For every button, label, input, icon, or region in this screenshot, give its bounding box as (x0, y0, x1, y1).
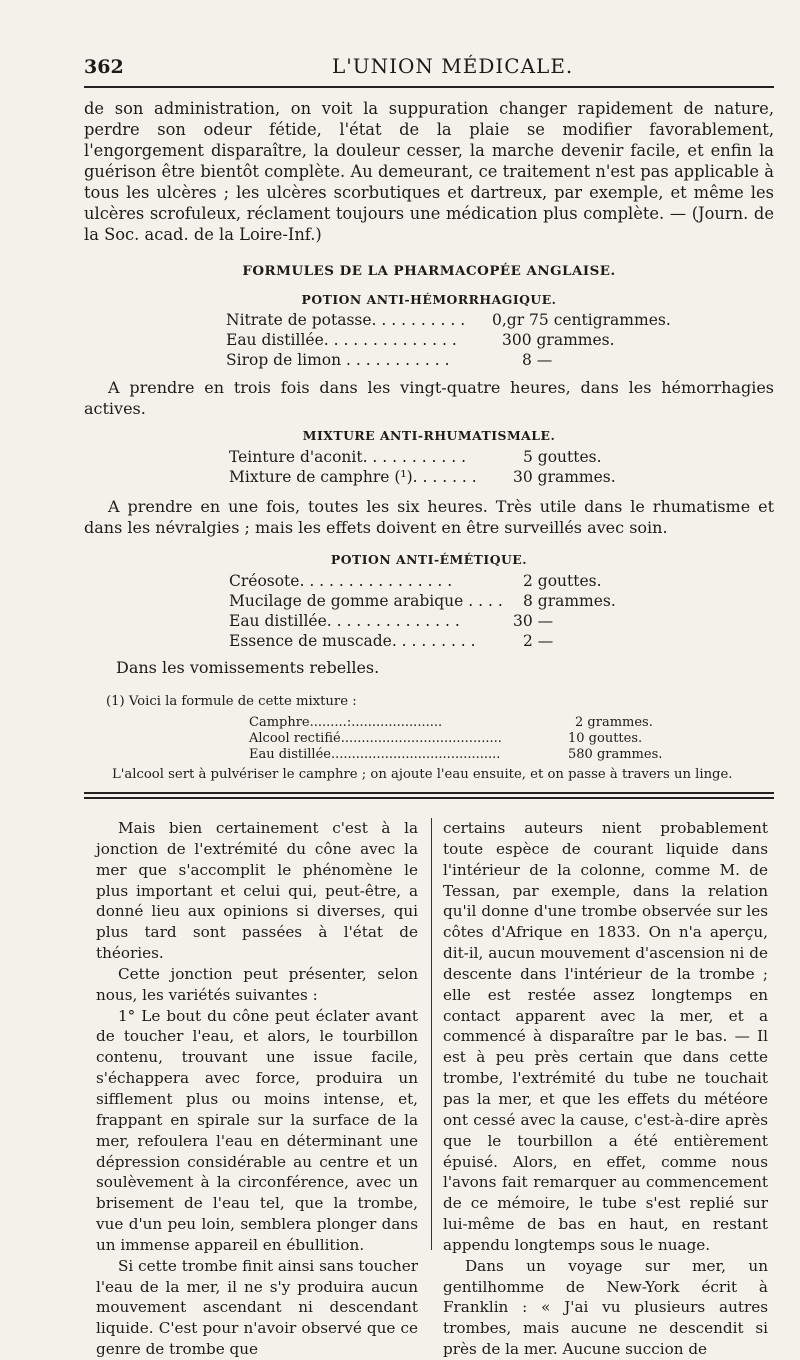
recipe-amount: 8 grammes. (523, 592, 616, 610)
footnote-ingredient: Camphre.........:...................... (249, 715, 443, 730)
mixture-rhumatismale-note: A prendre en une fois, toutes les six heures. Très utile dans le rhumatisme et dans les névralgies ; mais les effets doivent en être surveillés avec soin. (84, 497, 774, 537)
potion-hemorragique-list (226, 311, 774, 371)
paragraph: Mais bien certainement c'est à la jonction de l'extrémité du cône avec la mer que s'accomplit le phénomène le plus important et celui qui, peut-être, a donné lieu aux opinions si diverses, qui plus tard sont passées à l'état de théories. (96, 819, 418, 963)
paragraph: Dans un voyage sur mer, un gentilhomme de New-York écrit à Franklin : « J'ai vu plusieurs autres trombes, mais aucune ne descendit si près de la mer. Aucune succion de (443, 1256, 768, 1359)
recipe-ingredient: Eau distillée. . . . . . . . . . . . . . (226, 331, 457, 349)
recipe-amount: 5 gouttes. (523, 448, 602, 466)
recipe-amount: 300 grammes. (502, 331, 615, 349)
paragraph: 1° Le bout du cône peut éclater avant de toucher l'eau, et alors, le tourbillon contenu, trouvant une issue facile, s'échappera avec force, produira un sifflement plus ou moins intense, et, frappant en spirale sur la surface de la mer, refoulera l'eau en déterminant une dépression considérable au centre et un soulèvement à la circonférence, avec un brisement de l'eau tel, que la trombe, vue d'un peu loin, semblera plonger dans un immense appareil en ébullition. (96, 1006, 418, 1254)
recipe-amount: 2 gouttes. (523, 572, 602, 590)
recipe-amount: 30 grammes. (513, 468, 616, 486)
header-rule (84, 86, 774, 88)
recipe-ingredient: Sirop de limon . . . . . . . . . . . (226, 351, 450, 369)
potion-emetique-title: POTION ANTI-ÉMÉTIQUE. (330, 552, 528, 567)
recipe-amount: 8 — (522, 351, 553, 369)
page-number: 362 (84, 56, 124, 78)
column-divider (431, 818, 432, 1250)
footnote-item (249, 747, 774, 763)
recipe-item (226, 311, 774, 331)
recipe-item (229, 592, 774, 612)
recipe-item (226, 331, 774, 351)
recipe-amount: 30 — (513, 612, 554, 630)
footnote-amount: 580 grammes. (568, 747, 663, 762)
page-header (84, 52, 770, 82)
recipe-amount: 0,gr 75 centigrammes. (492, 311, 671, 329)
recipe-ingredient: Nitrate de potasse. . . . . . . . . . (226, 311, 466, 329)
section-rule-top (84, 792, 774, 794)
paragraph: certains auteurs nient probablement toute espèce de courant liquide dans l'intérieur de la colonne, comme M. de Tessan, par exemple, dans la relation qu'il donne d'une trombe observée sur les côtes d'Afrique en 1833. On n'a aperçu, dit-il, aucun mouvement d'ascension ni de descente dans l'intérieur de la trombe ; elle est restée assez longtemps en contact apparent avec la mer, et a commencé à disparaître par le bas. — Il est à peu près certain que dans cette trombe, l'extrémité du tube ne touchait pas la mer, et que les effets du météore ont cessé avec la cause, c'est-à-dire après que le tourbillon a été entièrement épuisé. Alors, en effet, comme nous l'avons fait remarquer au commencement de ce mémoire, le tube s'est replié sur lui-même de bas en haut, en restant appendu longtemps sous le nuage. (443, 819, 768, 1254)
footnote-item (249, 731, 774, 747)
intro-paragraph: de son administration, on voit la suppuration changer rapidement de nature, perdre son odeur fétide, l'état de la plaie se modifier favorablement, l'engorgement disparaître, la douleur cesser, la marche devenir facile, et enfin la guérison être bientôt complète. Au demeurant, ce traitement n'est pas applicable à tous les ulcères ; les ulcères scorbutiques et dartreux, par exemple, et même les ulcères scrofuleux, réclament toujours une médication plus complète. — (Journ. de la Soc. acad. de la Loire-Inf.) (84, 99, 774, 244)
section-title: FORMULES DE LA PHARMACOPÉE ANGLAISE. (242, 263, 616, 279)
recipe-ingredient: Mucilage de gomme arabique . . . . (229, 592, 503, 610)
recipe-item (229, 572, 774, 592)
paragraph: Cette jonction peut présenter, selon nous, les variétés suivantes : (96, 964, 418, 1004)
recipe-item (229, 448, 774, 468)
recipe-ingredient: Mixture de camphre (¹). . . . . . . (229, 468, 477, 486)
paragraph: Si cette trombe finit ainsi sans toucher l'eau de la mer, il ne s'y produira aucun mouvement ascendant ni descendant liquide. C'est pour n'avoir observé que ce genre de trombe que (96, 1256, 418, 1359)
recipe-amount: 2 — (523, 632, 554, 650)
potion-hemorragique-title: POTION ANTI-HÉMORRHAGIQUE. (301, 292, 557, 307)
footnote-ingredient: Alcool rectifié....................................... (249, 731, 502, 746)
journal-title: L'UNION MÉDICALE. (332, 54, 574, 78)
potion-emetique-list (229, 572, 774, 652)
potion-hemorragique-note: A prendre en trois fois dans les vingt-quatre heures, dans les hémorrhagies actives. (84, 378, 774, 418)
mixture-rhumatismale-title: MIXTURE ANTI-RHUMATISMALE. (302, 428, 556, 443)
footnote-note: L'alcool sert à pulvériser le camphre ; on ajoute l'eau ensuite, et on passe à travers un linge. (112, 767, 733, 782)
recipe-item (229, 468, 774, 488)
mixture-rhumatismale-list (229, 448, 774, 488)
section-rule-bottom (84, 797, 774, 799)
footnote-item (249, 715, 774, 731)
recipe-ingredient: Créosote. . . . . . . . . . . . . . . . (229, 572, 453, 590)
footnote-intro: (1) Voici la formule de cette mixture : (106, 694, 357, 709)
recipe-item (226, 351, 774, 371)
footnote-list (249, 715, 774, 763)
recipe-ingredient: Eau distillée. . . . . . . . . . . . . . (229, 612, 460, 630)
recipe-ingredient: Essence de muscade. . . . . . . . . (229, 632, 476, 650)
recipe-ingredient: Teinture d'aconit. . . . . . . . . . . (229, 448, 467, 466)
potion-emetique-note: Dans les vomissements rebelles. (116, 658, 380, 677)
upper-section (84, 98, 774, 782)
footnote-amount: 2 grammes. (575, 715, 653, 730)
recipe-item (229, 612, 774, 632)
recipe-item (229, 632, 774, 652)
footnote-ingredient: Eau distillée......................................... (249, 747, 501, 762)
footnote-amount: 10 gouttes. (568, 731, 643, 746)
